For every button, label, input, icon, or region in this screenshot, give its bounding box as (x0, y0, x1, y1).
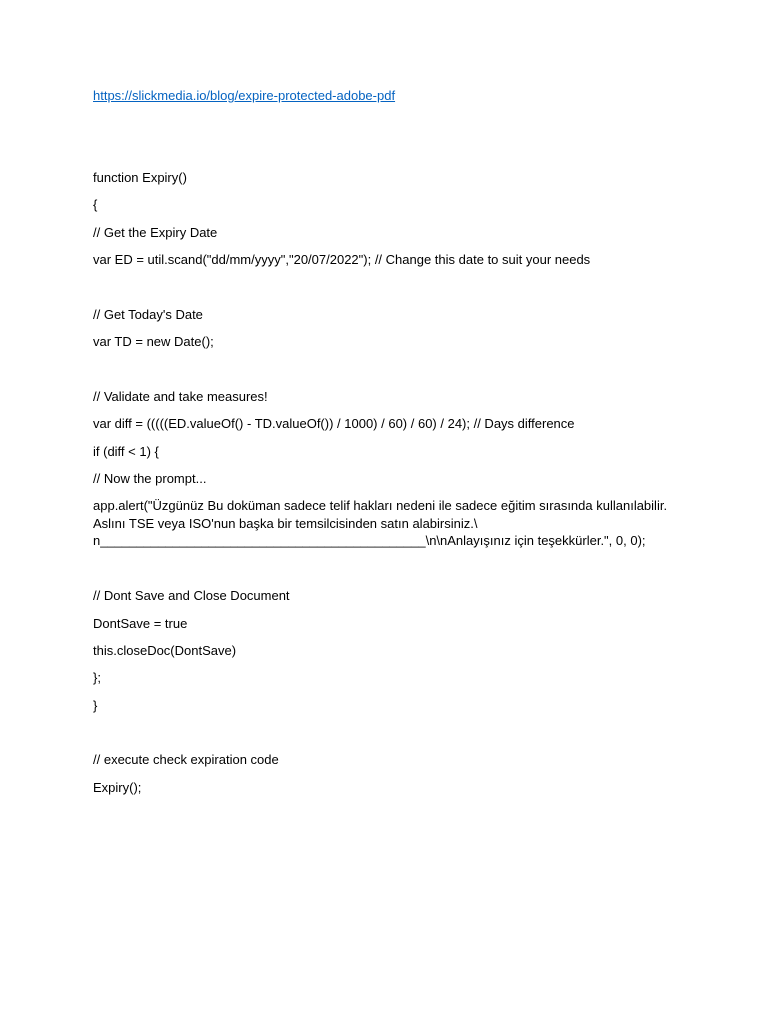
alert-line-1: app.alert("Üzgünüz Bu doküman sadece telif hakları nedeni ile sadece eğitim sırasında kullanılabilir. (93, 498, 668, 513)
source-link[interactable]: https://slickmedia.io/blog/expire-protected-adobe-pdf (93, 88, 396, 103)
function-declaration: function Expiry() (93, 170, 187, 185)
comment-dont-save: // Dont Save and Close Document (93, 588, 290, 603)
comment-execute: // execute check expiration code (93, 752, 279, 767)
code-var-td: var TD = new Date(); (93, 334, 214, 349)
open-brace: { (93, 197, 98, 212)
code-dontsave: DontSave = true (93, 616, 188, 631)
comment-validate: // Validate and take measures! (93, 389, 268, 404)
close-function-brace: } (93, 698, 98, 713)
alert-paragraph (93, 497, 683, 550)
code-call-expiry: Expiry(); (93, 780, 142, 795)
code-closedoc: this.closeDoc(DontSave) (93, 643, 237, 658)
code-var-ed: var ED = util.scand("dd/mm/yyyy","20/07/2022"); // Change this date to suit your needs (93, 252, 591, 267)
alert-line-3: n_____________________________________________\n\nAnlayışınız için teşekkürler.", 0, 0); (93, 533, 646, 548)
code-var-diff: var diff = (((((ED.valueOf() - TD.valueOf()) / 1000) / 60) / 60) / 24); // Days difference (93, 416, 575, 431)
alert-line-2: Aslını TSE veya ISO'nun başka bir temsilcisinden satın alabirsiniz.\ (93, 515, 478, 531)
close-if-brace: }; (93, 670, 101, 685)
comment-get-today: // Get Today's Date (93, 307, 203, 322)
code-if-diff: if (diff < 1) { (93, 444, 159, 459)
comment-prompt: // Now the prompt... (93, 471, 207, 486)
comment-get-expiry: // Get the Expiry Date (93, 225, 218, 240)
